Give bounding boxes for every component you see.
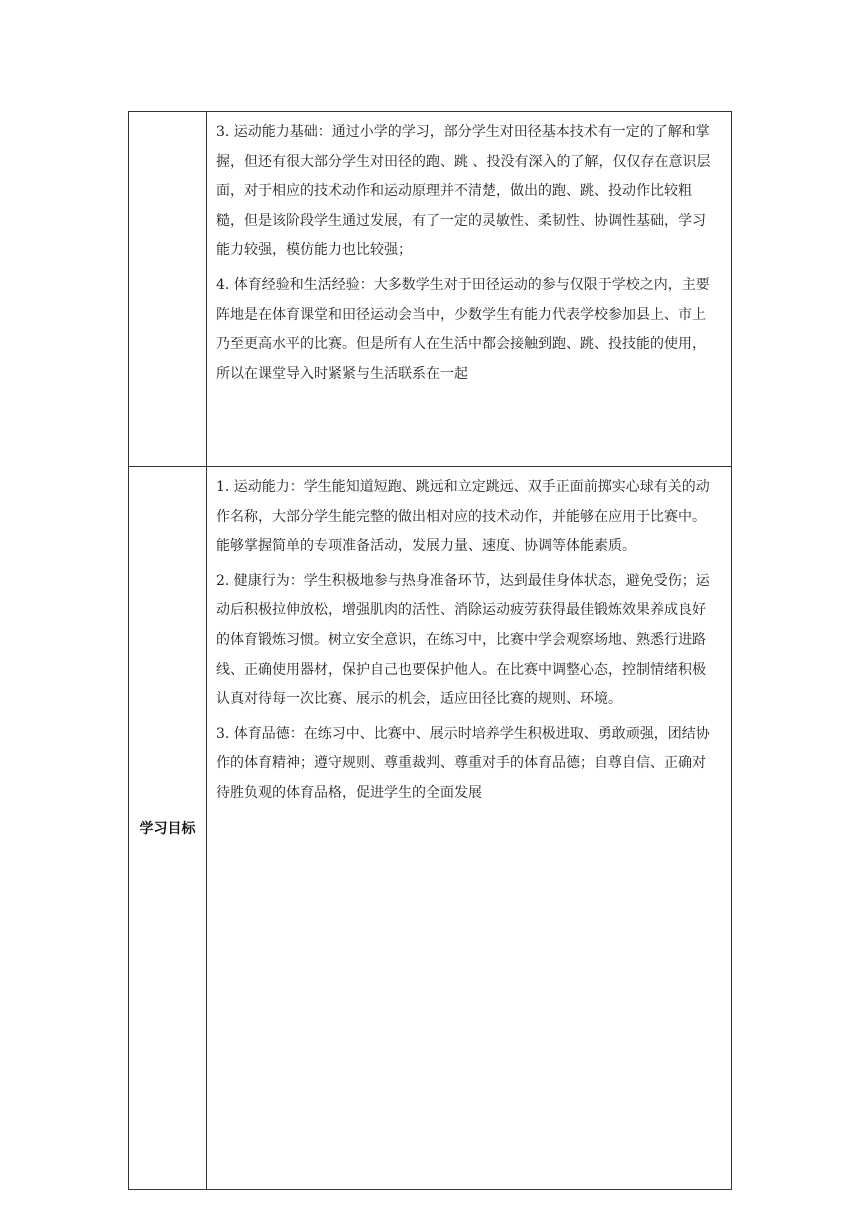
paragraph-sports-life-experience: 4. 体育经验和生活经验：大多数学生对于田径运动的参与仅限于学校之内，主要阵地是在体育课堂和田径运动会当中，少数学生有能力代表学校参加县上、市上乃至更高水平的比赛。但是所有人在生活中都会接触到跑、跳、投技能的使用，所以在课堂导入时紧紧与生活联系在一起 — [216, 276, 710, 382]
row-label-learning-objectives: 学习目标 — [139, 821, 196, 837]
paragraph-motor-ability-basis: 3. 运动能力基础：通过小学的学习，部分学生对田径基本技术有一定的了解和掌握，但还有很大部分学生对田径的跑、跳 、投没有深入的了解，仅仅存在意识层面，对于相应的技术动作和运动原理并不清楚，做出的跑、跳、投动作比较粗糙，但是该阶段学生通过发展，有了一定的灵敏性、柔韧性、协调性基础，学习能力较强，模仿能力也比较强； — [216, 124, 711, 259]
paragraph-sports-morality: 3. 体育品德：在练习中、比赛中、展示时培养学生积极进取、勇敢顽强，团结协作的体育精神；遵守规则、尊重裁判、尊重对手的体育品德；自尊自信、正确对待胜负观的体育品格，促进学生的全面发展 — [216, 725, 710, 801]
table-section-learner-analysis — [128, 111, 732, 467]
paragraph-health-behavior: 2. 健康行为：学生积极地参与热身准备环节，达到最佳身体状态，避免受伤；运动后积极拉伸放松，增强肌肉的活性、消除运动疲劳获得最佳锻炼效果养成良好的体育锻炼习惯。树立安全意识，在练习中，比赛中学会观察场地、熟悉行进路线、正确使用器材，保护自己也要保护他人。在比赛中调整心态，控制情绪积极认真对待每一次比赛、展示的机会，适应田径比赛的规则、环境。 — [216, 572, 710, 708]
row-label-cell — [129, 112, 207, 466]
row-content-cell — [207, 467, 731, 1189]
table-section-learning-objectives — [128, 466, 732, 1190]
paragraph-motor-ability: 1. 运动能力：学生能知道短跑、跳远和立定跳远、双手正面前掷实心球有关的动作名称，大部分学生能完整的做出相对应的技术动作，并能够在应用于比赛中。能够掌握简单的专项准备活动，发展力量、速度、协调等体能素质。 — [216, 479, 710, 555]
row-label-cell — [129, 467, 207, 1189]
row-content-cell — [207, 112, 731, 466]
